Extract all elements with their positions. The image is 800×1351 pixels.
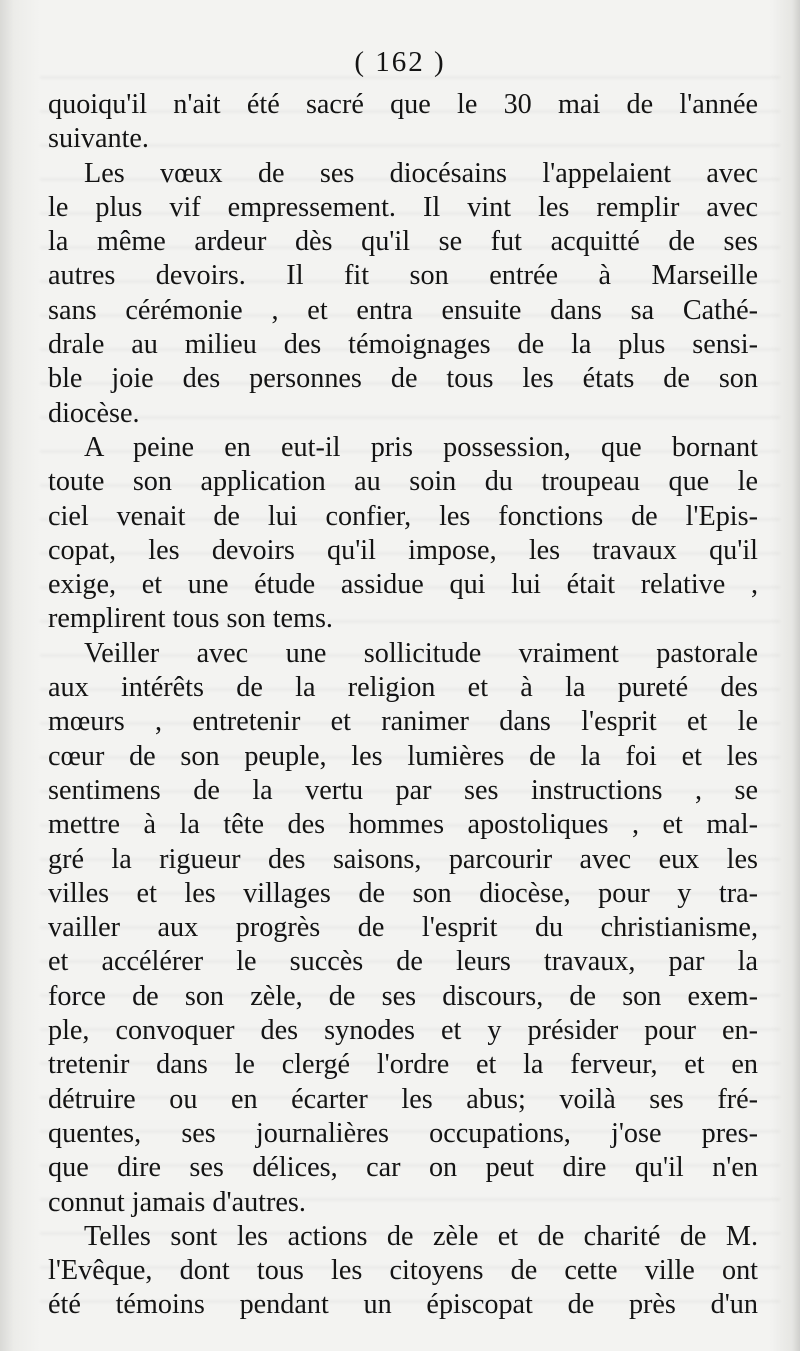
- text-line: mettre à la tête des hommes apostoliques , et mal-: [48, 809, 758, 841]
- text-line: quoiqu'il n'ait été sacré que le 30 mai de l'année: [48, 89, 758, 120]
- text-line: villes et les villages de son diocèse, pour y tra-: [48, 877, 758, 909]
- text-line: que dire ses délices, car on peut dire qu'il n'en: [48, 1152, 758, 1184]
- body-text: [48, 88, 758, 1323]
- text-line: A peine en eut-il pris possession, que bornant: [84, 431, 758, 463]
- text-line: tretenir dans le clergé l'ordre et la ferveur, et en: [48, 1049, 758, 1081]
- text-line: diocèse.: [48, 397, 140, 429]
- text-line: suivante.: [48, 123, 149, 155]
- text-line: vailler aux progrès de l'esprit du christianisme,: [48, 912, 758, 944]
- text-line: ble joie des personnes de tous les états de son: [48, 363, 758, 395]
- text-line: drale au milieu des témoignages de la plus sensi-: [48, 329, 758, 361]
- text-line: toute son application au soin du troupeau que le: [48, 466, 758, 498]
- text-line: ciel venait de lui confier, les fonctions de l'Epis-: [48, 500, 758, 532]
- text-line: remplirent tous son tems.: [48, 603, 333, 635]
- text-line: été témoins pendant un épiscopat de près d'un: [48, 1289, 758, 1321]
- text-line: autres devoirs. Il fit son entrée à Marseille: [48, 260, 758, 292]
- text-line: cœur de son peuple, les lumières de la foi et les: [48, 740, 758, 772]
- text-line: le plus vif empressement. Il vint les remplir avec: [48, 191, 758, 223]
- text-line: gré la rigueur des saisons, parcourir avec eux les: [48, 843, 758, 875]
- text-line: la même ardeur dès qu'il se fut acquitté de ses: [48, 226, 758, 258]
- text-line: Veiller avec une sollicitude vraiment pastorale: [84, 637, 758, 669]
- text-line: copat, les devoirs qu'il impose, les travaux qu'il: [48, 534, 758, 566]
- text-line: Telles sont les actions de zèle et de charité de M.: [84, 1220, 758, 1252]
- text-line: sans cérémonie , et entra ensuite dans sa Cathé-: [48, 294, 758, 326]
- text-line: l'Evêque, dont tous les citoyens de cette ville ont: [48, 1255, 758, 1287]
- text-line: sentimens de la vertu par ses instructions , se: [48, 774, 758, 806]
- text-line: force de son zèle, de ses discours, de son exem-: [48, 980, 758, 1012]
- text-line: Les vœux de ses diocésains l'appelaient avec: [84, 157, 758, 189]
- text-line: aux intérêts de la religion et à la pureté des: [48, 672, 758, 704]
- text-line: connut jamais d'autres.: [48, 1186, 306, 1218]
- text-line: détruire ou en écarter les abus; voilà ses fré-: [48, 1083, 758, 1115]
- text-line: et accélérer le succès de leurs travaux, par la: [48, 946, 758, 978]
- page-number: ( 162 ): [354, 46, 446, 78]
- text-line: exige, et une étude assidue qui lui était relative ,: [48, 569, 758, 601]
- text-line: ple, convoquer des synodes et y présider pour en-: [48, 1015, 758, 1047]
- text-line: mœurs , entretenir et ranimer dans l'esprit et le: [48, 706, 758, 738]
- text-line: quentes, ses journalières occupations, j'ose pres-: [48, 1117, 758, 1149]
